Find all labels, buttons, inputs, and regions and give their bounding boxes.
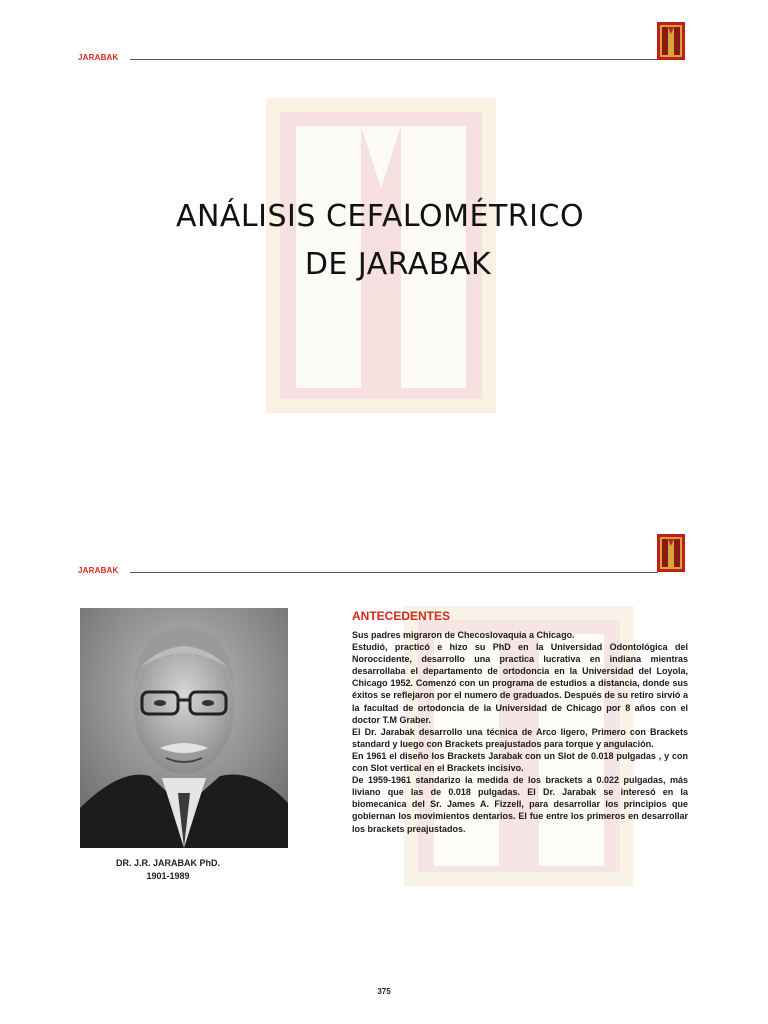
header-rule <box>130 59 658 60</box>
header-label: JARABAK <box>78 53 119 62</box>
paragraph: De 1959-1961 standarizo la medida de los brackets a 0.022 pulgadas, más liviano que las de 0.018 pulgadas. El Dr. Jarabak se interesó en la biomecanica del Sr. James A. Fizzell, para desarrollar los principios que gobiernan los movimientos dentarios. El fue entre los primeros en desarrollar los brackets preajustados. <box>352 775 688 834</box>
portrait-photo <box>80 608 288 848</box>
photo-caption-years: 1901-1989 <box>146 871 190 881</box>
page-number: 375 <box>377 987 391 996</box>
paragraph: Estudió, practicó e hizo su PhD en la Universidad Odontológica del Noroccidente, desarrollo una practica lucrativa en indiana mientras desarrollaba el departamento de ortodoncia en la Universidad del Loyola, Chicago 1952. Comenzó con un programa de estudios a distancia, donde sus éxitos se reflejaron por el numero de graduados. Después de su retiro sirvió a la facultad de ortodoncia de la Universidad de Chicago por 8 años con el doctor T.M Graber. <box>352 642 688 725</box>
header-rule-second <box>130 572 658 573</box>
photo-caption-name: DR. J.R. JARABAK PhD. <box>115 858 220 868</box>
paragraph: En 1961 el diseño los Brackets Jarabak con un Slot de 0.018 pulgadas , y con con Slot vertical en el Brackets incisivo. <box>352 750 688 774</box>
cover-title-line1: ANÁLISIS CEFALOMÉTRICO <box>175 199 585 234</box>
paragraph: Sus padres migraron de Checoslovaquia a Chicago. <box>352 630 575 640</box>
jarabak-logo-icon <box>657 534 685 572</box>
section-title: ANTECEDENTES <box>352 609 451 623</box>
portrait-illustration-icon <box>80 608 288 848</box>
paragraph: El Dr. Jarabak desarrollo una técnica de Arco ligero, Primero con Brackets standard y luego con Brackets preajustados para torque y angulación. <box>352 726 688 749</box>
cover-title-line2: DE JARABAK <box>304 247 492 282</box>
header-label-second: JARABAK <box>78 566 119 575</box>
jarabak-logo-icon <box>657 22 685 60</box>
antecedentes-body <box>352 629 688 835</box>
